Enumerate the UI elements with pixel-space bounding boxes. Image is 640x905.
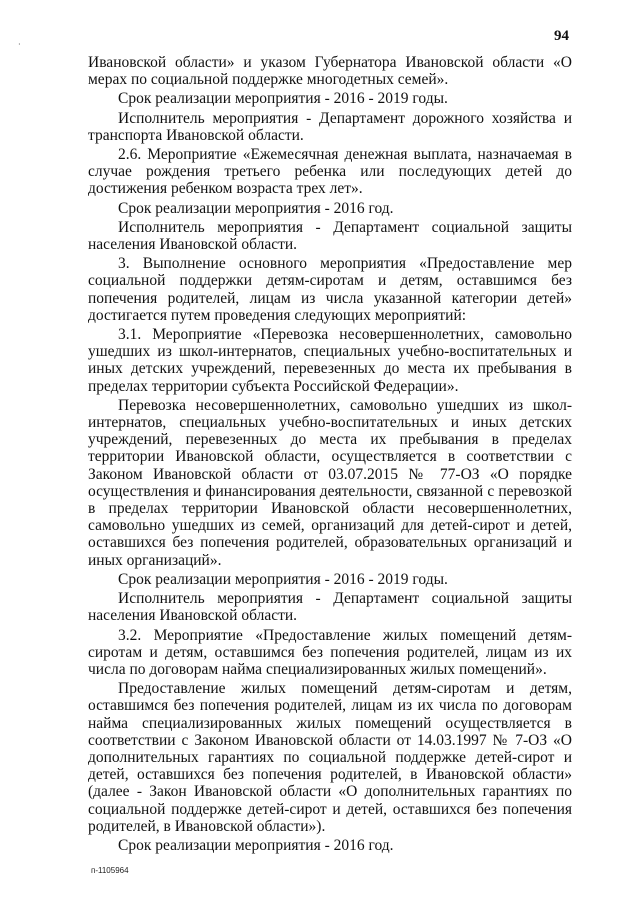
paragraph-main-measure-3: 3. Выполнение основного мероприятия «Предоставление мер социальной поддержки детям-сиротам и детям, оставшимся без попечения родителей, лицам из числа указанной категории детей» достигается путем проведения следующих мероприятий: [88, 255, 572, 324]
paragraph-measure-2-6: 2.6. Мероприятие «Ежемесячная денежная выплата, назначаемая в случае рождения третьего ребенка или последующих детей до достижения ребенком возраста трех лет». [88, 146, 572, 198]
paragraph-term: Срок реализации мероприятия - 2016 год. [118, 199, 394, 217]
paragraph-term: Срок реализации мероприятия - 2016 - 2019 годы. [118, 90, 448, 108]
paragraph-transport-description: Перевозка несовершеннолетних, самовольно ушедших из школ-интернатов, специальных учебно-воспитательных и иных детских учреждений, перевезенных до места их пребывания в пределах территории Ивановской области, осуществляется в соответствии с Законом Ивановской области от 03.07.2015 № 77-ОЗ «О порядке осуществления и финансирования деятельности, связанной с перевозкой в пределах территории Ивановской области несовершеннолетних, самовольно ушедших из семей, организаций для детей-сирот и детей, оставшихся без попечения родителей, образовательных организаций и иных организаций». [88, 396, 572, 569]
paragraph-measure-3-1: 3.1. Мероприятие «Перевозка несовершеннолетних, самовольно ушедших из школ-интернатов, специальных учебно-воспитательных и иных детских учреждений, перевезенных до места их пребывания в пределах территории субъекта Российской Федерации». [88, 326, 572, 395]
paragraph-measure-3-2: 3.2. Мероприятие «Предоставление жилых помещений детям-сиротам и детям, оставшимся без попечения родителей, лицам из их числа по договорам найма специализированных жилых помещений». [88, 626, 572, 678]
scan-mark: · [18, 40, 21, 49]
paragraph-executor: Исполнитель мероприятия - Департамент социальной защиты населения Ивановской области. [88, 590, 572, 625]
paragraph-continuation: Ивановской области» и указом Губернатора Ивановской области «О мерах по социальной поддержке многодетных семей». [88, 54, 572, 89]
paragraph-executor: Исполнитель мероприятия - Департамент социальной защиты населения Ивановской области. [88, 218, 572, 254]
paragraph-executor: Исполнитель мероприятия - Департамент дорожного хозяйства и транспорта Ивановской области. [88, 109, 572, 144]
paragraph-term: Срок реализации мероприятия - 2016 - 2019 годы. [118, 570, 448, 588]
document-body [88, 54, 572, 854]
paragraph-housing-description: Предоставление жилых помещений детям-сиротам и детям, оставшимся без попечения родителей, лицам из их числа по договорам найма специализированных жилых помещений осуществляется в соответствии с Законом Ивановской области от 14.03.1997 № 7-ОЗ «О дополнительных гарантиях по социальной поддержке детей-сирот и детей, оставшихся без попечения родителей, в Ивановской области» (далее - Закон Ивановской области «О дополнительных гарантиях по социальной поддержке детей-сирот и детей, оставшихся без попечения родителей, в Ивановской области»). [88, 680, 572, 835]
footer-code: п-1105964 [91, 866, 129, 875]
page-number: 94 [554, 28, 569, 44]
paragraph-term: Срок реализации мероприятия - 2016 год. [118, 836, 394, 854]
